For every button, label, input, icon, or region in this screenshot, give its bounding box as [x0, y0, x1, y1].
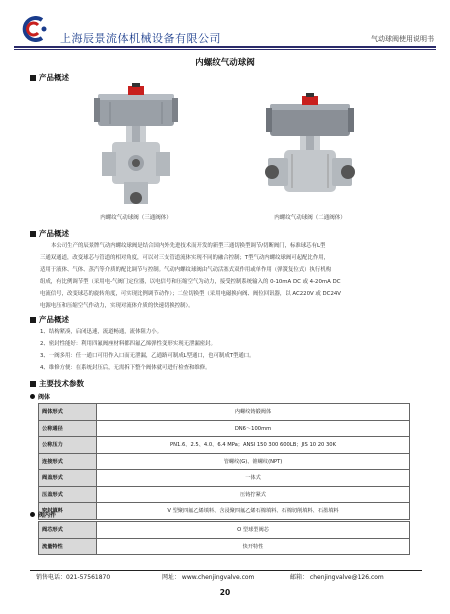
page-header [14, 12, 436, 48]
section-heading-description: 产品概述 [30, 228, 69, 239]
photo-caption-left: 内螺纹气动球阀（三通阀体） [100, 215, 172, 221]
list-item: 1、结构紧凑，启闭迅速，流道畅通，流体阻力小。 [40, 329, 163, 335]
overview-paragraph: 本公司生产的辰景牌气动内螺纹球阀是结合国内外先进技术而开发的新型三通切换型调节/切断阀门，标准球芯有L型 三通双通道，改变球芯与管道的相对角度，可以对三支管道流体实现不同的融合控制；T型气动内螺纹球阀可起配比作用， 适用于液体、气体、蒸汽等介质的配比调节与控制。气动内螺纹球阀由气动活塞式双作用或单作用（弹簧复位式）执行机构 组成，有比例调节型（采用电-气阀门定位器，以电信号和压缩空气为动力，接受控制系统输入的 0-10mA DC 或 4-20mA DC 电流信号，改变球芯的旋转角度，可实现比例调节动作）；二位切换型（采用电磁换向阀、阀位回讯器，以 AC220V 或 DC24V 电源电压和压缩空气作动力，实现对流体介质的快速切换控制）。 [40, 243, 341, 309]
square-bullet-icon [30, 231, 36, 237]
section-heading-features: 产品概述 [30, 314, 69, 325]
document-title: 气动球阀使用说明书 [371, 35, 434, 43]
subsection-valve-body: 阀体 [30, 392, 50, 401]
square-bullet-icon [30, 381, 36, 387]
footer-email[interactable]: 邮箱： chenjingvalve@126.com [290, 574, 384, 581]
square-bullet-icon [30, 317, 36, 323]
two-way-valve-photo [262, 92, 358, 210]
table-row: 密封填料 V 型聚四氟乙烯填料、含浸聚四氟乙烯石棉填料、石棉切削填料、石墨填料 [39, 503, 410, 520]
page-number: 20 [219, 588, 231, 597]
company-logo-icon [20, 16, 50, 42]
photo-caption-right: 内螺纹气动球阀（二通阀体） [274, 215, 346, 221]
features-list [40, 326, 255, 374]
table-row: 连接形式 管螺纹(G)、锥螺纹(NPT) [39, 453, 410, 470]
list-item: 2、密封性能好：利用四氟阀座材料都四氟乙烯弹性变形实现无泄漏密封。 [40, 341, 216, 347]
page-title: 内螺纹气动球阀 [195, 58, 255, 68]
header-divider-thin [14, 49, 436, 50]
square-bullet-icon [30, 75, 36, 81]
three-way-valve-photo [90, 82, 182, 210]
section-heading-overview: 产品概述 [30, 72, 69, 83]
table-row: 公称通径 DN6～100mm [39, 420, 410, 437]
footer-phone: 销售电话：021-57561870 [36, 574, 111, 581]
section-heading-params: 主要技术参数 [30, 378, 84, 389]
circle-bullet-icon [30, 512, 35, 517]
circle-bullet-icon [30, 394, 35, 399]
list-item: 4、维修方便：在系统封压后，无需拆下整个阀体就可进行检查和维修。 [40, 365, 211, 371]
table-row: 阀体形式 内螺纹铸锻阀体 [39, 404, 410, 421]
valve-internals-table [38, 521, 410, 555]
header-divider [14, 46, 436, 48]
company-name: 上海辰景流体机械设备有限公司 [60, 32, 221, 45]
table-row: 阀盖形式 一体式 [39, 470, 410, 487]
table-row: 流量特性 快开特性 [39, 538, 410, 555]
list-item: 3、一阀多用：任一通口可用作入口而无泄漏，乙通路可制成L型通口，也可制成T型通口。 [40, 353, 255, 359]
valve-body-table [38, 403, 410, 520]
table-row: 公称压力 PN1.6、2.5、4.0、6.4 MPa；ANSI 150 300 600LB；JIS 10 20 30K [39, 437, 410, 454]
footer-website[interactable]: 网址： www.chenjingvalve.com [162, 574, 255, 581]
footer-divider [30, 570, 422, 571]
table-row: 阀芯形式 O 型球型阀芯 [39, 522, 410, 539]
subsection-valve-internals: 阀内件 [30, 510, 56, 519]
table-row: 压盖形式 压铸拧紧式 [39, 486, 410, 503]
